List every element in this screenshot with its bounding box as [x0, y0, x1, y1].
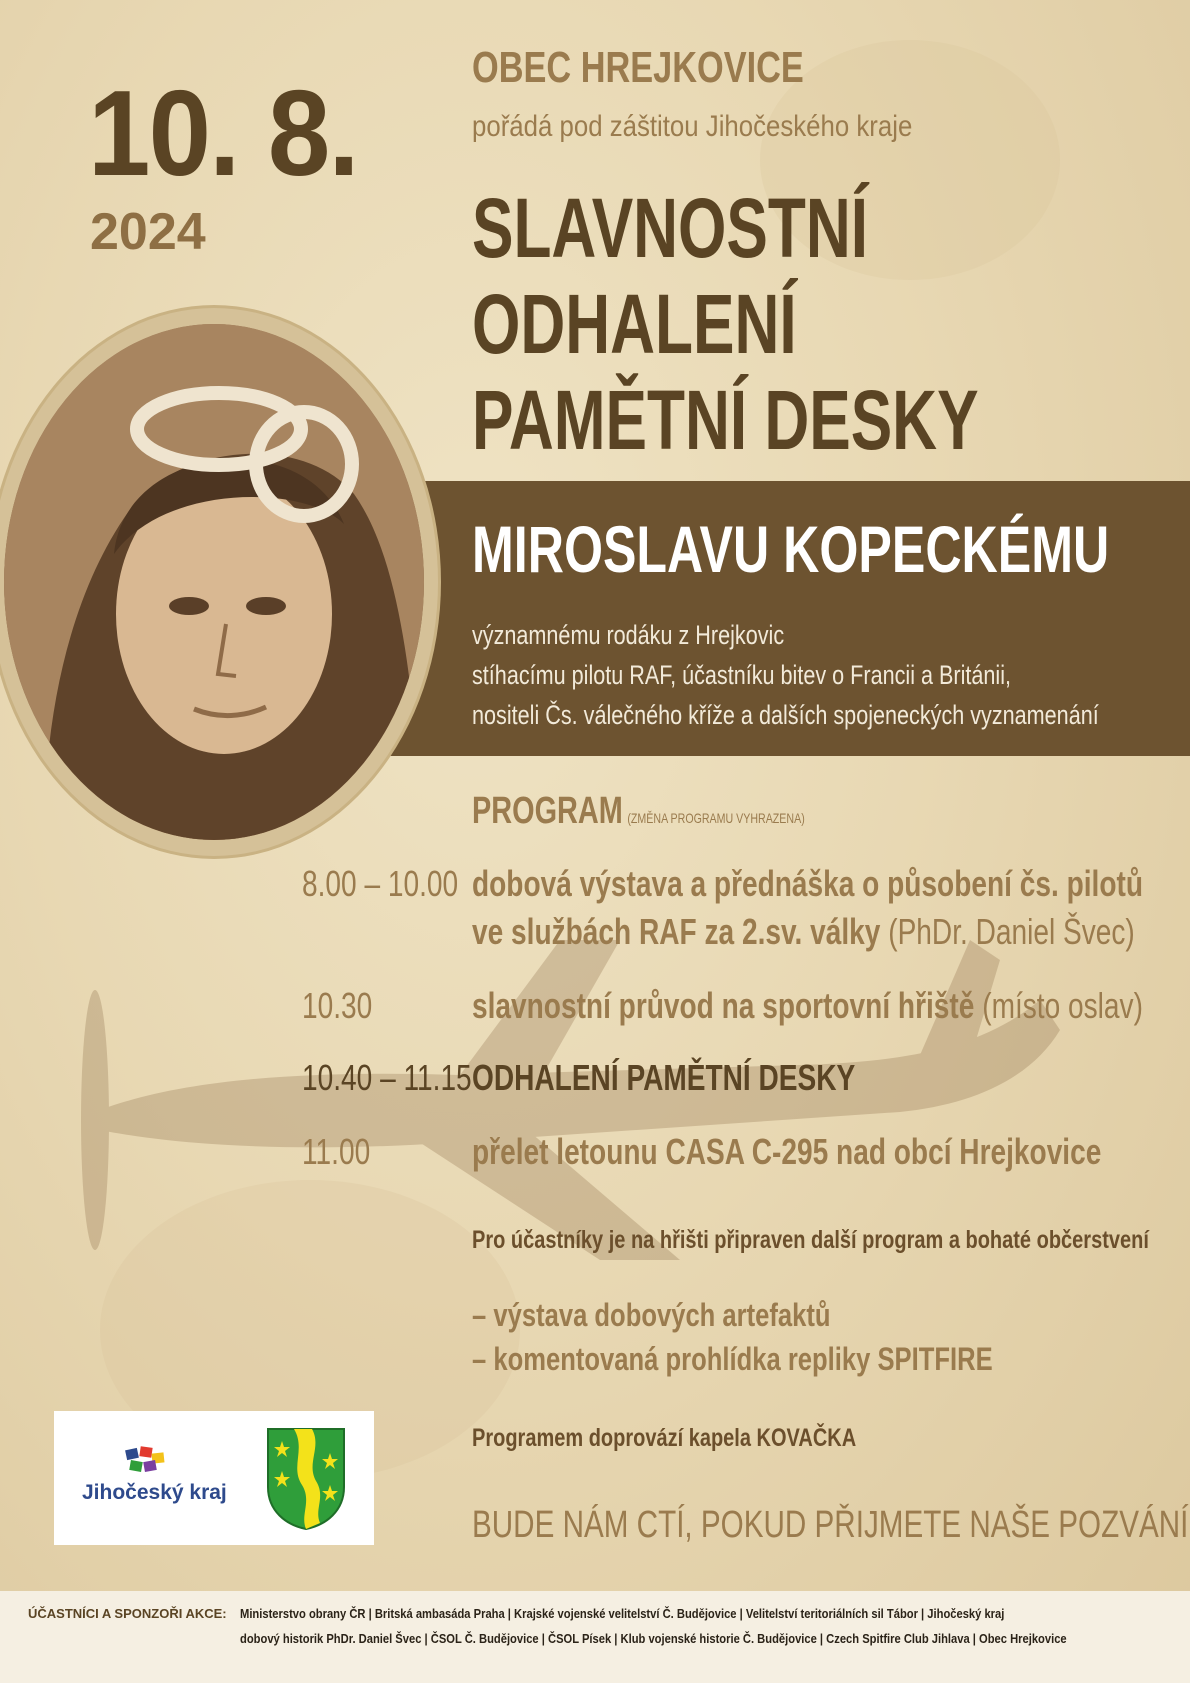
- extra-program-item: – výstava dobových artefaktů: [472, 1297, 831, 1333]
- jihocesky-kraj-logo-icon: [122, 1445, 168, 1479]
- program-activity: slavnostní průvod na sportovní hřiště (místo oslav): [472, 985, 1143, 1026]
- description-line: stíhacímu pilotu RAF, účastníku bitev o Francii a Británii,: [472, 660, 1012, 690]
- program-time: 10.40 – 11.15: [302, 1057, 472, 1098]
- program-time: 8.00 – 10.00: [302, 863, 459, 904]
- program-activity-note: (místo oslav): [982, 985, 1143, 1026]
- title-line: PAMĚTNÍ DESKY: [472, 373, 979, 467]
- extra-program-item: – komentovaná prohlídka repliky SPITFIRE: [472, 1341, 993, 1377]
- event-date: 10. 8.: [88, 65, 358, 201]
- description-line: nositeli Čs. válečného kříže a dalších spojeneckých vyznamenání: [472, 700, 1099, 730]
- event-title: [472, 180, 1157, 468]
- hrejkovice-coat-of-arms-icon: [266, 1427, 346, 1531]
- extra-program-note: Pro účastníky je na hřišti připraven další program a bohaté občerstvení: [472, 1226, 1149, 1254]
- pilot-portrait: [4, 324, 424, 840]
- sponsors-line: Ministerstvo obrany ČR | Britská ambasáda Praha | Krajské vojenské velitelství Č. Budějovice | Velitelství teritoriálních sil Tábor | Jihočeský kraj: [240, 1606, 1005, 1621]
- extra-program-list: [472, 1293, 1123, 1381]
- program-activity: dobová výstava a přednáška o působení čs. pilotů: [472, 863, 1143, 904]
- description-line: významnému rodáku z Hrejkovic: [472, 620, 785, 650]
- program-note: (ZMĚNA PROGRAMU VYHRAZENA): [627, 810, 805, 826]
- sponsors-line: dobový historik PhDr. Daniel Švec | ČSOL Č. Budějovice | ČSOL Písek | Klub vojenské historie Č. Budějovice | Czech Spitfire Club Jihlava | Obec Hrejkovice: [240, 1631, 1067, 1646]
- title-line: SLAVNOSTNÍ: [472, 181, 869, 275]
- organizer-name: OBEC HREJKOVICE: [472, 43, 804, 92]
- program-time: 11.00: [302, 1131, 371, 1172]
- program-time: 10.30: [302, 985, 373, 1026]
- sponsors-footer: [0, 1591, 1190, 1683]
- event-year: 2024: [90, 203, 206, 261]
- program-activity-line2: ve službách RAF za 2.sv. války (PhDr. Daniel Švec): [472, 911, 1135, 952]
- region-logo-label: Jihočeský kraj: [82, 1481, 227, 1504]
- pilot-portrait-drawing: [4, 324, 424, 840]
- music-note: Programem doprovází kapela KOVAČKA: [472, 1424, 857, 1452]
- program-activity: přelet letounu CASA C-295 nad obcí Hrejkovice: [472, 1131, 1102, 1172]
- auspices-text: pořádá pod záštitou Jihočeského kraje: [472, 110, 913, 143]
- sponsors-label: ÚČASTNÍCI A SPONZOŘI AKCE:: [28, 1606, 227, 1621]
- program-heading: PROGRAM (ZMĚNA PROGRAMU VYHRAZENA): [472, 790, 805, 832]
- logo-box: [54, 1411, 374, 1545]
- honoree-name: MIROSLAVU KOPECKÉMU: [472, 512, 1110, 586]
- program-activity: ODHALENÍ PAMĚTNÍ DESKY: [472, 1057, 856, 1098]
- title-line: ODHALENÍ: [472, 277, 797, 371]
- invitation-text: BUDE NÁM CTÍ, POKUD PŘIJMETE NAŠE POZVÁNÍ: [472, 1504, 1189, 1546]
- honoree-description: [472, 615, 1190, 735]
- program-activity-note: (PhDr. Daniel Švec): [888, 911, 1135, 952]
